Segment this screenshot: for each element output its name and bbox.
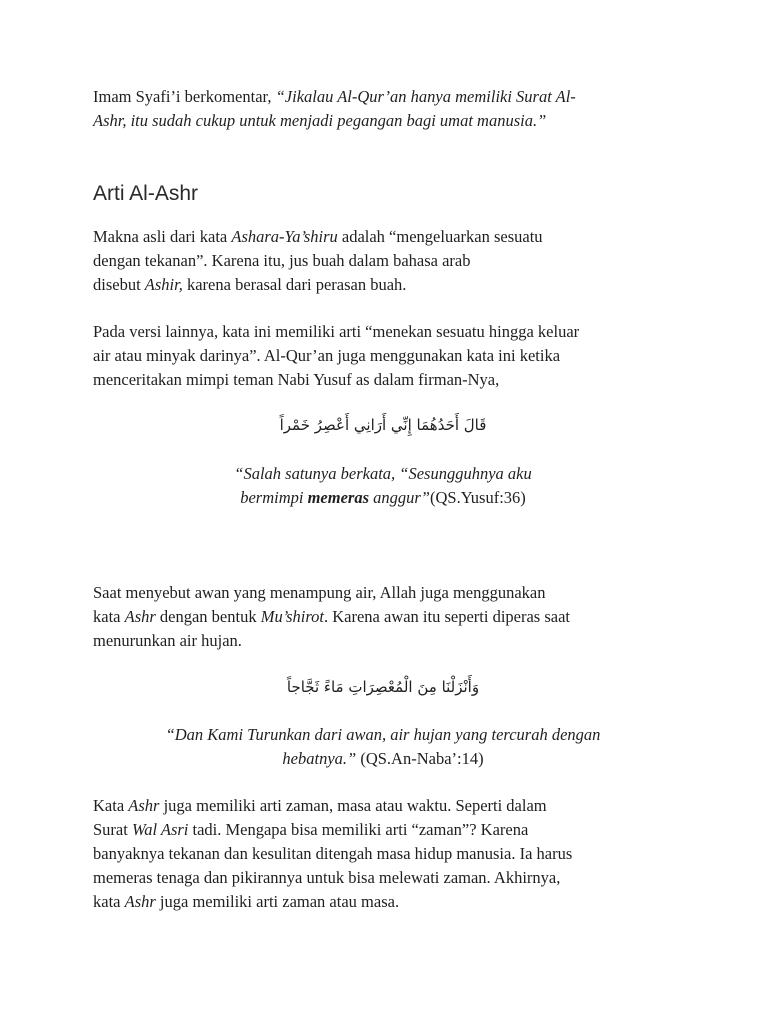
paragraph-3-line-3: menurunkan air hujan. [93,631,242,650]
quote-intro-line-1: Imam Syafi’i berkomentar, “Jikalau Al-Qur’an hanya memiliki Surat Al- [93,87,576,106]
quote-text: “Jikalau Al-Qur’an hanya memiliki Surat Al- [275,87,576,106]
paragraph-2 [93,320,673,392]
paragraph-1-line-2: dengan tekanan”. Karena itu, jus buah dalam bahasa arab [93,251,471,270]
paragraph-3-line-1: Saat menyebut awan yang menampung air, Allah juga menggunakan [93,583,546,602]
quote-intro-line-2 [93,109,673,133]
verse-2-translation-line-2: hebatnya.” (QS.An-Naba’:14) [282,749,484,768]
section-heading: Arti Al-Ashr [93,182,199,205]
paragraph-1 [93,225,673,297]
verse-2-translation [93,723,673,771]
paragraph-4 [93,794,673,914]
verse-1-translation [93,462,673,510]
verse-2-arabic-block [93,675,673,699]
verse-1-reference: (QS.Yusuf:36) [429,488,526,507]
verse-1-arabic: قَالَ أَحَدُهُمَا إِنِّي أَرَانِي أَعْصِرُ خَمْراً [279,416,487,434]
paragraph-3-line-2: kata Ashr dengan bentuk Mu’shirot. Karena awan itu seperti diperas saat [93,607,571,626]
paragraph-4-line-1: Kata Ashr juga memiliki arti zaman, masa atau waktu. Seperti dalam [93,796,547,815]
paragraph-3 [93,581,673,653]
verse-1-translation-line-1: “Salah satunya berkata, “Sesungguhnya aku [234,464,532,483]
paragraph-1-line-3: disebut Ashir, karena berasal dari perasan buah. [93,275,407,294]
verse-1-arabic-block [93,413,673,437]
paragraph-4-line-2: Surat Wal Asri tadi. Mengapa bisa memiliki arti “zaman”? Karena [93,820,529,839]
paragraph-1-line-1: Makna asli dari kata Ashara-Ya’shiru adalah “mengeluarkan sesuatu [93,227,543,246]
quote-intro-paragraph [93,85,673,133]
verse-2-reference: (QS.An-Naba’:14) [356,749,484,768]
section-heading-block [93,181,673,207]
verse-2-arabic: وَأَنْزَلْنَا مِنَ الْمُعْصِرَاتِ مَاءً ثَجَّاجاً [286,678,480,696]
verse-1-translation-line-2: bermimpi memeras anggur”(QS.Yusuf:36) [240,488,526,507]
paragraph-4-line-5: kata Ashr juga memiliki arti zaman atau masa. [93,892,400,911]
quote-text-continued: Ashr, itu sudah cukup untuk menjadi pegangan bagi umat manusia.” [93,111,547,130]
paragraph-2-line-3: menceritakan mimpi teman Nabi Yusuf as dalam firman-Nya, [93,370,500,389]
verse-2-translation-line-1: “Dan Kami Turunkan dari awan, air hujan yang tercurah dengan [165,725,601,744]
paragraph-2-line-2: air atau minyak darinya”. Al-Qur’an juga menggunakan kata ini ketika [93,346,561,365]
paragraph-4-line-4: memeras tenaga dan pikirannya untuk bisa melewati zaman. Akhirnya, [93,868,561,887]
paragraph-2-line-1: Pada versi lainnya, kata ini memiliki arti “menekan sesuatu hingga keluar [93,322,580,341]
paragraph-4-line-3: banyaknya tekanan dan kesulitan ditengah masa hidup manusia. Ia harus [93,844,573,863]
